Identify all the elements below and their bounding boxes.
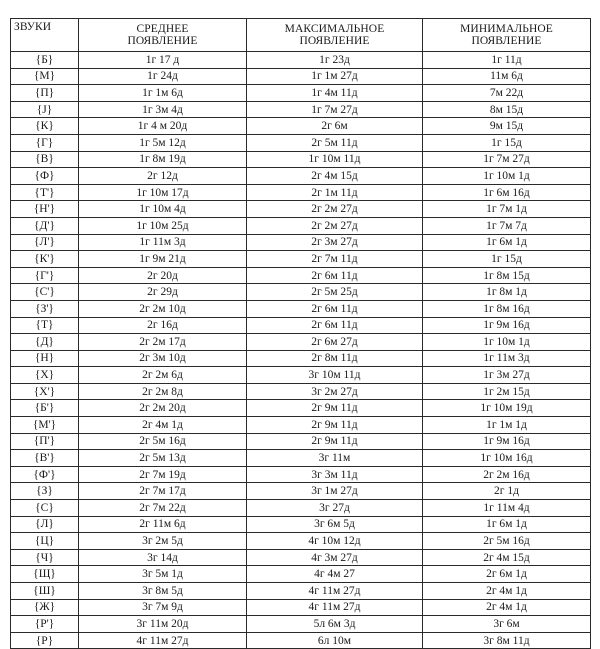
table-row <box>11 317 591 334</box>
sound-cell: {Н} <box>11 350 79 367</box>
average-cell: 1г 9м 21д <box>79 251 247 268</box>
header-minimum <box>423 19 591 52</box>
table-row <box>11 350 591 367</box>
maximum-cell: 2г 2м 27д <box>247 217 423 234</box>
table-row <box>11 549 591 566</box>
minimum-cell: 1г 7м 27д <box>423 151 591 168</box>
maximum-cell: 2г 6м <box>247 118 423 135</box>
average-cell: 3г 14д <box>79 549 247 566</box>
maximum-cell: 3г 1м 27д <box>247 483 423 500</box>
table-row <box>11 483 591 500</box>
maximum-cell: 1г 7м 27д <box>247 101 423 118</box>
average-cell: 2г 7м 17д <box>79 483 247 500</box>
maximum-cell: 2г 9м 11д <box>247 433 423 450</box>
maximum-cell: 2г 5м 11д <box>247 134 423 151</box>
minimum-cell: 2г 2м 16д <box>423 466 591 483</box>
table-row <box>11 516 591 533</box>
sound-cell: {М'} <box>11 417 79 434</box>
sound-cell: {З'} <box>11 300 79 317</box>
table-row <box>11 583 591 600</box>
sound-cell: {Л'} <box>11 234 79 251</box>
average-cell: 2г 3м 10д <box>79 350 247 367</box>
maximum-cell: 2г 6м 11д <box>247 317 423 334</box>
average-cell: 1г 5м 12д <box>79 134 247 151</box>
average-cell: 1г 1м 6д <box>79 85 247 102</box>
minimum-cell: 2г 1д <box>423 483 591 500</box>
minimum-cell: 7м 22д <box>423 85 591 102</box>
minimum-cell: 1г 15д <box>423 134 591 151</box>
average-cell: 1г 4 м 20д <box>79 118 247 135</box>
minimum-cell: 1г 11м 3д <box>423 350 591 367</box>
average-cell: 2г 2м 17д <box>79 334 247 351</box>
sound-cell: {J} <box>11 101 79 118</box>
sound-cell: {К} <box>11 118 79 135</box>
maximum-cell: 3г 2м 27д <box>247 383 423 400</box>
minimum-cell: 1г 8м 16д <box>423 300 591 317</box>
average-cell: 1г 10м 4д <box>79 201 247 218</box>
minimum-cell: 2г 5м 16д <box>423 533 591 550</box>
maximum-cell: 2г 6м 11д <box>247 300 423 317</box>
table-row <box>11 433 591 450</box>
maximum-cell: 2г 8м 11д <box>247 350 423 367</box>
average-cell: 2г 2м 20д <box>79 400 247 417</box>
table-row <box>11 201 591 218</box>
maximum-cell: 2г 6м 11д <box>247 267 423 284</box>
minimum-cell: 1г 10м 1д <box>423 334 591 351</box>
sound-cell: {П} <box>11 85 79 102</box>
sound-cell: {Н'} <box>11 201 79 218</box>
sound-cell: {Г'} <box>11 267 79 284</box>
average-cell: 2г 16д <box>79 317 247 334</box>
average-cell: 1г 8м 19д <box>79 151 247 168</box>
maximum-cell: 3г 10м 11д <box>247 367 423 384</box>
minimum-cell: 2г 4м 1д <box>423 583 591 600</box>
sound-cell: {Ф'} <box>11 466 79 483</box>
minimum-cell: 1г 8м 15д <box>423 267 591 284</box>
maximum-cell: 2г 9м 11д <box>247 417 423 434</box>
sound-appearance-table <box>10 18 591 649</box>
maximum-cell: 4г 11м 27д <box>247 599 423 616</box>
maximum-cell: 2г 5м 25д <box>247 284 423 301</box>
minimum-cell: 1г 2м 15д <box>423 383 591 400</box>
header-maximum <box>247 19 423 52</box>
minimum-cell: 1г 10м 1д <box>423 168 591 185</box>
average-cell: 2г 12д <box>79 168 247 185</box>
table-row <box>11 217 591 234</box>
minimum-cell: 2г 4м 15д <box>423 549 591 566</box>
document-page <box>10 18 590 649</box>
average-cell: 1г 11м 3д <box>79 234 247 251</box>
table-body <box>11 52 591 649</box>
maximum-cell: 3г 6м 5д <box>247 516 423 533</box>
average-cell: 3г 7м 9д <box>79 599 247 616</box>
sound-cell: {Т'} <box>11 184 79 201</box>
minimum-cell: 1г 6м 1д <box>423 234 591 251</box>
sound-cell: {Т} <box>11 317 79 334</box>
table-row <box>11 168 591 185</box>
sound-cell: {Ж} <box>11 599 79 616</box>
average-cell: 2г 29д <box>79 284 247 301</box>
maximum-cell: 2г 1м 11д <box>247 184 423 201</box>
average-cell: 2г 2м 8д <box>79 383 247 400</box>
table-row <box>11 566 591 583</box>
maximum-cell: 1г 23д <box>247 52 423 69</box>
maximum-cell: 1г 4м 11д <box>247 85 423 102</box>
maximum-cell: 2г 6м 27д <box>247 334 423 351</box>
table-row <box>11 68 591 85</box>
minimum-cell: 1г 7м 1д <box>423 201 591 218</box>
table-row <box>11 251 591 268</box>
average-cell: 2г 4м 1д <box>79 417 247 434</box>
header-average <box>79 19 247 52</box>
sound-cell: {Р'} <box>11 616 79 633</box>
sound-cell: {Щ} <box>11 566 79 583</box>
sound-cell: {В'} <box>11 450 79 467</box>
minimum-cell: 1г 6м 1д <box>423 516 591 533</box>
sound-cell: {З} <box>11 483 79 500</box>
average-cell: 1г 10м 25д <box>79 217 247 234</box>
table-row <box>11 85 591 102</box>
minimum-cell: 1г 9м 16д <box>423 317 591 334</box>
average-cell: 3г 8м 5д <box>79 583 247 600</box>
header-sounds-text: ЗВУКИ <box>14 21 52 33</box>
sound-cell: {Р} <box>11 632 79 649</box>
average-cell: 1г 3м 4д <box>79 101 247 118</box>
average-cell: 3г 11м 20д <box>79 616 247 633</box>
header-sounds <box>11 19 79 52</box>
header-minimum-line2: ПОЯВЛЕНИЕ <box>471 35 542 47</box>
table-row <box>11 184 591 201</box>
sound-cell: {Х} <box>11 367 79 384</box>
minimum-cell: 11м 6д <box>423 68 591 85</box>
sound-cell: {Ф} <box>11 168 79 185</box>
table-row <box>11 334 591 351</box>
maximum-cell: 4г 4м 27 <box>247 566 423 583</box>
maximum-cell: 2г 7м 11д <box>247 251 423 268</box>
average-cell: 2г 11м 6д <box>79 516 247 533</box>
sound-cell: {Ч} <box>11 549 79 566</box>
sound-cell: {Х'} <box>11 383 79 400</box>
sound-cell: {Ш} <box>11 583 79 600</box>
minimum-cell: 1г 8м 1д <box>423 284 591 301</box>
table-row <box>11 400 591 417</box>
average-cell: 2г 2м 6д <box>79 367 247 384</box>
minimum-cell: 9м 15д <box>423 118 591 135</box>
average-cell: 4г 11м 27д <box>79 632 247 649</box>
table-row <box>11 632 591 649</box>
header-maximum-line1: МАКСИМАЛЬНОЕ <box>284 23 385 35</box>
table-row <box>11 300 591 317</box>
table-row <box>11 284 591 301</box>
average-cell: 2г 5м 16д <box>79 433 247 450</box>
maximum-cell: 4г 3м 27д <box>247 549 423 566</box>
average-cell: 2г 7м 19д <box>79 466 247 483</box>
maximum-cell: 1г 1м 27д <box>247 68 423 85</box>
average-cell: 3г 5м 1д <box>79 566 247 583</box>
average-cell: 2г 5м 13д <box>79 450 247 467</box>
minimum-cell: 1г 11м 4д <box>423 500 591 517</box>
header-average-line1: СРЕДНЕЕ <box>136 23 189 35</box>
table-row <box>11 234 591 251</box>
table-row <box>11 101 591 118</box>
minimum-cell: 1г 15д <box>423 251 591 268</box>
average-cell: 2г 2м 10д <box>79 300 247 317</box>
maximum-cell: 3г 11м <box>247 450 423 467</box>
maximum-cell: 4г 10м 12д <box>247 533 423 550</box>
maximum-cell: 3г 27д <box>247 500 423 517</box>
minimum-cell: 2г 6м 1д <box>423 566 591 583</box>
sound-cell: {Б} <box>11 52 79 69</box>
maximum-cell: 2г 9м 11д <box>247 400 423 417</box>
table-row <box>11 151 591 168</box>
maximum-cell: 1г 10м 11д <box>247 151 423 168</box>
sound-cell: {Ц} <box>11 533 79 550</box>
sound-cell: {В} <box>11 151 79 168</box>
maximum-cell: 3г 3м 11д <box>247 466 423 483</box>
sound-cell: {Д'} <box>11 217 79 234</box>
minimum-cell: 8м 15д <box>423 101 591 118</box>
maximum-cell: 2г 4м 15д <box>247 168 423 185</box>
table-row <box>11 383 591 400</box>
table-row <box>11 533 591 550</box>
minimum-cell: 1г 10м 16д <box>423 450 591 467</box>
table-row <box>11 367 591 384</box>
table-row <box>11 616 591 633</box>
table-row <box>11 267 591 284</box>
sound-cell: {Г} <box>11 134 79 151</box>
maximum-cell: 2г 2м 27д <box>247 201 423 218</box>
table-row <box>11 118 591 135</box>
table-row <box>11 466 591 483</box>
average-cell: 2г 20д <box>79 267 247 284</box>
header-average-line2: ПОЯВЛЕНИЕ <box>127 35 198 47</box>
average-cell: 1г 17 д <box>79 52 247 69</box>
sound-cell: {К'} <box>11 251 79 268</box>
sound-cell: {С} <box>11 500 79 517</box>
minimum-cell: 1г 7м 7д <box>423 217 591 234</box>
sound-cell: {Б'} <box>11 400 79 417</box>
sound-cell: {С'} <box>11 284 79 301</box>
maximum-cell: 4г 11м 27д <box>247 583 423 600</box>
minimum-cell: 1г 3м 27д <box>423 367 591 384</box>
minimum-cell: 2г 4м 1д <box>423 599 591 616</box>
table-row <box>11 599 591 616</box>
average-cell: 1г 10м 17д <box>79 184 247 201</box>
table-row <box>11 52 591 69</box>
sound-cell: {Л} <box>11 516 79 533</box>
maximum-cell: 5л 6м 3д <box>247 616 423 633</box>
minimum-cell: 3г 8м 11д <box>423 632 591 649</box>
average-cell: 3г 2м 5д <box>79 533 247 550</box>
header-maximum-line2: ПОЯВЛЕНИЕ <box>299 35 370 47</box>
average-cell: 2г 7м 22д <box>79 500 247 517</box>
average-cell: 1г 24д <box>79 68 247 85</box>
maximum-cell: 2г 3м 27д <box>247 234 423 251</box>
table-row <box>11 134 591 151</box>
minimum-cell: 1г 6м 16д <box>423 184 591 201</box>
minimum-cell: 1г 10м 19д <box>423 400 591 417</box>
sound-cell: {М} <box>11 68 79 85</box>
sound-cell: {П'} <box>11 433 79 450</box>
sound-cell: {Д} <box>11 334 79 351</box>
minimum-cell: 1г 11д <box>423 52 591 69</box>
table-row <box>11 450 591 467</box>
table-header-row <box>11 19 591 52</box>
minimum-cell: 1г 9м 16д <box>423 433 591 450</box>
header-minimum-line1: МИНИМАЛЬНОЕ <box>460 23 553 35</box>
minimum-cell: 1г 1м 1д <box>423 417 591 434</box>
table-row <box>11 500 591 517</box>
minimum-cell: 3г 6м <box>423 616 591 633</box>
maximum-cell: 6л 10м <box>247 632 423 649</box>
table-row <box>11 417 591 434</box>
